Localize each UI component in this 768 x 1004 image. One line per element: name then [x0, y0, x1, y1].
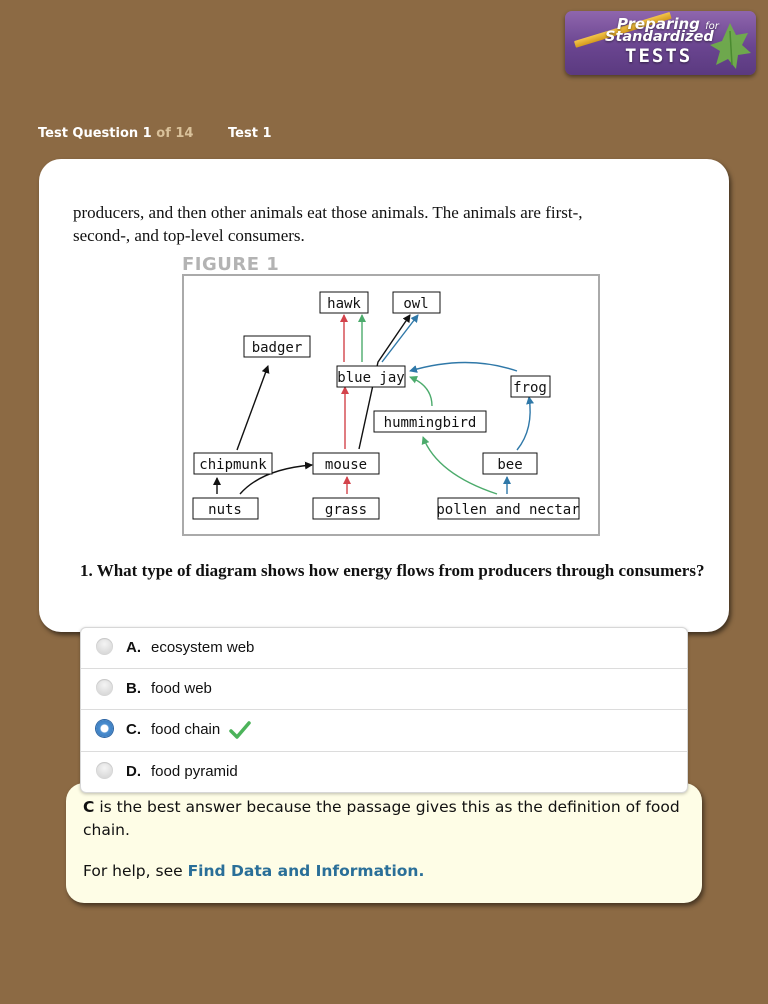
answer-letter: C.	[126, 721, 141, 738]
answer-letter: B.	[126, 680, 141, 697]
svg-text:badger: badger	[251, 340, 303, 356]
answer-text: food chain	[151, 721, 221, 738]
arrow-bluejay-owl	[382, 315, 418, 362]
question-card	[39, 159, 729, 632]
node-grass	[313, 498, 379, 519]
node-mouse	[313, 453, 379, 474]
answer-text: food pyramid	[151, 763, 238, 780]
arrow-frog-bluejay	[410, 363, 517, 372]
node-owl	[393, 292, 440, 313]
food-web-diagram	[182, 274, 602, 539]
question-body: What type of diagram shows how energy flows from producers through consumers?	[96, 561, 705, 580]
svg-text:owl: owl	[403, 296, 429, 312]
node-bee	[483, 453, 537, 474]
logo-line1: Preparing for	[617, 15, 719, 33]
question-text	[80, 559, 723, 582]
answer-option-b[interactable]	[81, 669, 687, 710]
svg-text:frog: frog	[513, 380, 547, 396]
help-link[interactable]: Find Data and Information.	[187, 862, 425, 880]
arrow-bee-frog	[517, 397, 530, 450]
svg-text:pollen and nectar: pollen and nectar	[436, 502, 580, 518]
answer-option-a[interactable]	[81, 628, 687, 669]
node-hawk	[320, 292, 368, 313]
figure-frame	[183, 275, 599, 535]
logo-line2: Standardized	[605, 29, 714, 45]
help-prefix: For help, see	[83, 862, 188, 880]
answer-text: food web	[151, 680, 212, 697]
radio-button[interactable]	[96, 679, 113, 696]
svg-text:hummingbird: hummingbird	[383, 415, 477, 431]
logo-line3: TESTS	[625, 45, 693, 67]
node-pollen-and-nectar	[436, 498, 579, 519]
node-blue-jay	[337, 366, 405, 387]
svg-text:mouse: mouse	[324, 457, 368, 473]
radio-button[interactable]	[96, 762, 113, 779]
svg-text:chipmunk: chipmunk	[199, 457, 267, 473]
preparing-for-standardized-tests-logo	[565, 11, 756, 75]
node-badger	[244, 336, 310, 357]
answer-option-d[interactable]	[81, 752, 687, 792]
answer-option-c[interactable]	[81, 710, 687, 752]
answer-feedback	[66, 783, 702, 903]
arrow-chipmunk-badger	[237, 366, 268, 450]
arrow-hummingbird-bluejay	[410, 377, 432, 406]
answer-letter: D.	[126, 763, 141, 780]
feedback-answer-letter: C	[83, 798, 95, 816]
svg-text:grass: grass	[324, 502, 368, 518]
answer-letter: A.	[126, 639, 141, 656]
svg-text:bee: bee	[497, 457, 523, 473]
svg-text:hawk: hawk	[327, 296, 361, 312]
node-chipmunk	[194, 453, 272, 474]
test-name: Test 1	[228, 126, 272, 141]
feedback-explanation	[83, 796, 683, 842]
question-number: 1.	[80, 561, 93, 580]
question-counter: Test Question 1	[38, 126, 152, 141]
answer-text: ecosystem web	[151, 639, 255, 656]
radio-button-selected[interactable]	[96, 720, 113, 737]
test-header	[38, 126, 272, 141]
feedback-help	[83, 862, 424, 880]
answer-choices	[80, 627, 688, 793]
svg-text:blue jay: blue jay	[337, 370, 405, 386]
node-hummingbird	[374, 411, 486, 432]
passage-text: producers, and then other animals eat those animals. The animals are first-, second-, and top-level consumers.	[73, 203, 583, 245]
radio-button[interactable]	[96, 638, 113, 655]
question-total: of 14	[156, 126, 194, 141]
feedback-explanation-text: is the best answer because the passage gives this as the definition of food chain.	[83, 798, 680, 839]
svg-text:nuts: nuts	[208, 502, 242, 518]
figure-label: FIGURE 1	[182, 254, 280, 275]
node-frog	[511, 376, 550, 397]
correct-checkmark-icon	[229, 720, 251, 740]
node-nuts	[193, 498, 258, 519]
